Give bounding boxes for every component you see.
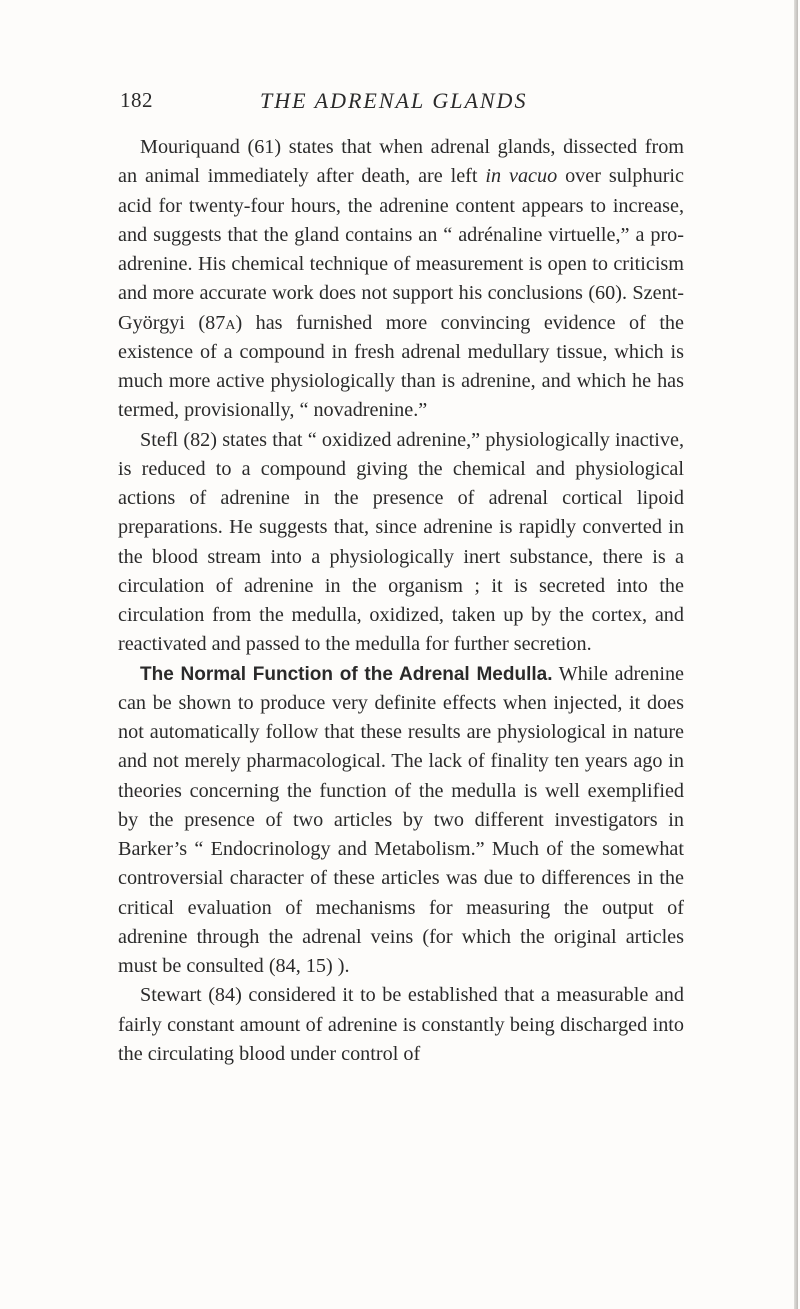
reference-suffix: a — [225, 311, 236, 334]
page-number: 182 — [120, 88, 153, 112]
paragraph-text: Mouriquand (61) states that when adrenal glands, dissected from an animal immediately after death, are left — [118, 136, 684, 188]
paragraph-stewart: Stewart (84) considered it to be established that a measurable and fairly constant amount of adrenine is constantly being discharged into the circulating blood under control of — [118, 984, 684, 1065]
page-edge-rule — [794, 0, 798, 1309]
body-text — [118, 133, 684, 1069]
italic-phrase: in vacuo — [485, 165, 558, 188]
paragraph-text: ) has furnished more convincing evidence of the existence of a compound in fresh adrenal medullary tissue, which is much more active physiologically than is adrenine, and which he has termed, provisionally, “ novadrenine.” — [118, 311, 684, 422]
paragraph-normal-function — [118, 660, 684, 982]
running-title: THE ADRENAL GLANDS — [260, 88, 528, 113]
paragraph-text: over sulphuric acid for twenty-four hours, the adrenine content appears to increase, and suggests that the gland contains an “ adrénaline virtuelle,” a pro-adrenine. His chemical technique of measurement is open to criticism and more accurate work does not support his conclusions (60). Szent-Györgyi (87 — [118, 165, 684, 334]
paragraph-mouriquand — [118, 133, 684, 426]
running-head — [120, 88, 680, 118]
section-heading: The Normal Function of the Adrenal Medulla. — [140, 663, 553, 685]
paragraph-stefl: Stefl (82) states that “ oxidized adrenine,” physiologically inactive, is reduced to a compound giving the chemical and physiological actions of adrenine in the presence of adrenal cortical lipoid preparations. He suggests that, since adrenine is rapidly converted in the blood stream into a physiologically inert substance, there is a circulation of adrenine in the organism ; it is secreted into the circulation from the medulla, oxidized, taken up by the cortex, and reactivated and passed to the medulla for further secretion. — [118, 428, 684, 656]
paragraph-text: While adrenine can be shown to produce very definite effects when injected, it does not automatically follow that these results are physiological in nature and not merely pharmacological. The lack of finality ten years ago in theories concerning the function of the medulla is well exemplified by the presence of two articles by two different investigators in Barker’s “ Endocrinology and Metabolism.” Much of the somewhat controversial character of these articles was due to differences in the critical evaluation of mechanisms for measuring the output of adrenine through the adrenal veins (for which the original articles must be consulted (84, 15) ). — [118, 662, 684, 977]
